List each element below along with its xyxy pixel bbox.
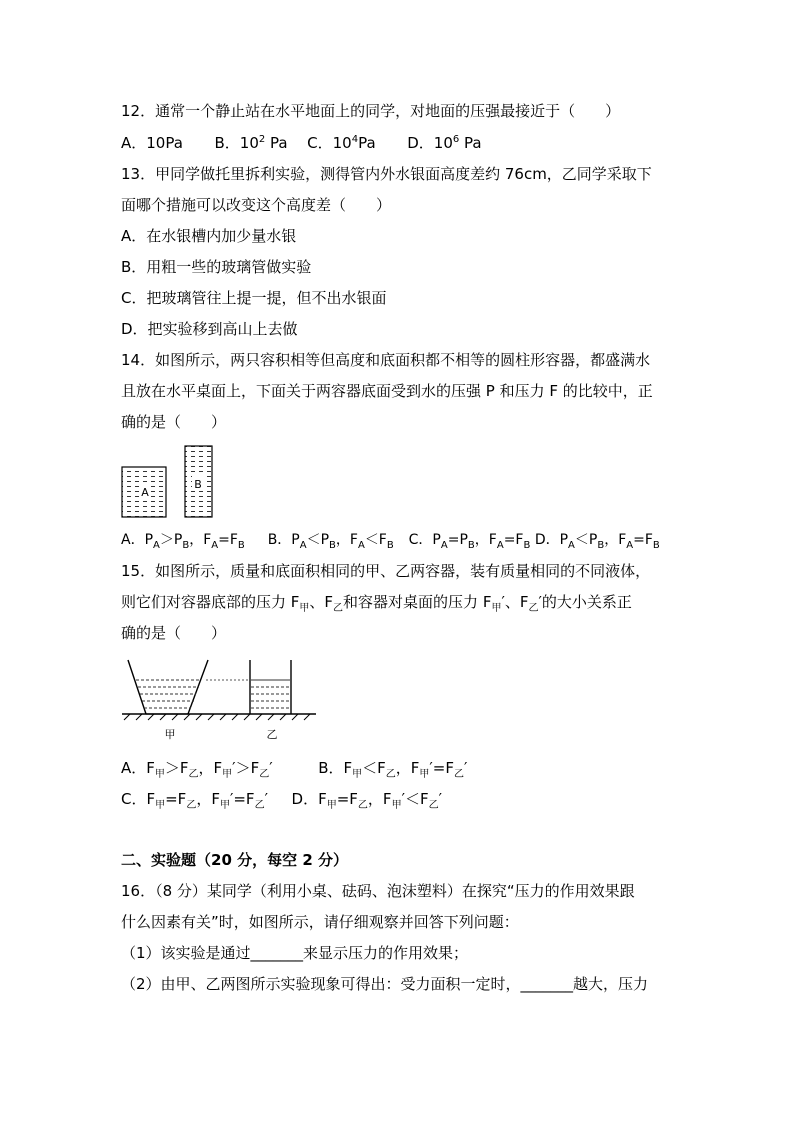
container-yi-label: 乙	[266, 728, 278, 741]
container-jia	[128, 660, 208, 714]
container-a-label: A	[141, 486, 149, 499]
q14-option-b: B．$P_A<P_B$，$F_A<F_B$	[267, 532, 394, 551]
q16-stem-line2: 什么因素有关”时，如图所示，请仔细观察并回答下列问题：	[121, 913, 519, 931]
q15-options-row1	[121, 758, 467, 778]
q14-figure-containers	[118, 444, 218, 520]
q12-option-d: D．$10^6$ Pa	[407, 134, 482, 152]
q12-option-b: B．$10^2$ Pa	[214, 134, 288, 152]
q16-sub2: （2）由甲、乙两图所示实验现象可得出：受力面积一定时，_______越大，压力	[121, 975, 649, 993]
section-heading-experiments: 二、实验题（20 分，每空 2 分）	[121, 851, 348, 869]
q15-option-a: A．$F_甲>F_乙$，$F_甲'>F_乙'$	[121, 759, 273, 780]
container-jia-label: 甲	[164, 728, 176, 741]
q13-option-c: C．把玻璃管往上提一提，但不出水银面	[121, 289, 387, 307]
q14-option-c: C．$P_A=P_B$，$F_A=F_B$	[408, 532, 531, 551]
q14-stem-line2: 且放在水平桌面上，下面关于两容器底面受到水的压强 P 和压力 F 的比较中，正	[121, 382, 653, 400]
q14-stem-line1: 14．如图所示，两只容积相等但高度和底面积都不相等的圆柱形容器，都盛满水	[121, 351, 651, 369]
q15-option-b: B．$F_甲<F_乙$，$F_甲'=F_乙'$	[318, 759, 468, 780]
q13-option-a: A．在水银槽内加少量水银	[121, 227, 297, 245]
q14-stem-line3: 确的是（ ）	[121, 413, 227, 431]
q15-options-row2	[121, 789, 442, 809]
q15-stem-line1: 15．如图所示，质量和底面积相同的甲、乙两容器，装有质量相同的不同液体，	[121, 562, 651, 580]
q13-option-d: D．把实验移到高山上去做	[121, 320, 298, 338]
q12-option-a: A．10Pa	[121, 134, 183, 152]
q15-figure-containers	[120, 656, 320, 742]
q16-stem-line1: 16．（8 分）某同学（利用小桌、砝码、泡沫塑料）在探究“压力的作用效果跟	[121, 882, 635, 900]
q13-stem-line2: 面哪个措施可以改变这个高度差（ ）	[121, 196, 392, 214]
q14-option-d: D．$P_A<P_B$，$F_A=F_B$	[534, 532, 660, 551]
q12-options	[121, 133, 482, 153]
q15-option-c: C．$F_甲=F_乙$，$F_甲'=F_乙'$	[121, 790, 268, 811]
q15-option-d: D．$F_甲=F_乙$，$F_甲'<F_乙'$	[291, 790, 443, 811]
q14-options	[121, 530, 660, 550]
q12-stem: 12．通常一个静止站在水平地面上的同学，对地面的压强最接近于（ ）	[121, 102, 621, 120]
container-yi	[250, 660, 291, 714]
q13-option-b: B．用粗一些的玻璃管做实验	[121, 258, 312, 276]
container-b-label: B	[194, 478, 202, 491]
q12-option-c: C．$10^4Pa$	[307, 134, 376, 152]
q14-option-a: A．$P_A>P_B$，$F_A=F_B$	[121, 532, 245, 551]
q15-stem-line2: 则它们对容器底部的压力 $F_甲$、$F_乙$和容器对桌面的压力 $F_甲'$、$F_乙'$的大小关系正	[121, 593, 632, 614]
q13-stem-line1: 13．甲同学做托里拆利实验，测得管内外水银面高度差约 76cm，乙同学采取下	[121, 165, 652, 183]
q15-stem-line3: 确的是（ ）	[121, 624, 227, 642]
q16-sub1: （1）该实验是通过_______来显示压力的作用效果；	[121, 944, 469, 962]
